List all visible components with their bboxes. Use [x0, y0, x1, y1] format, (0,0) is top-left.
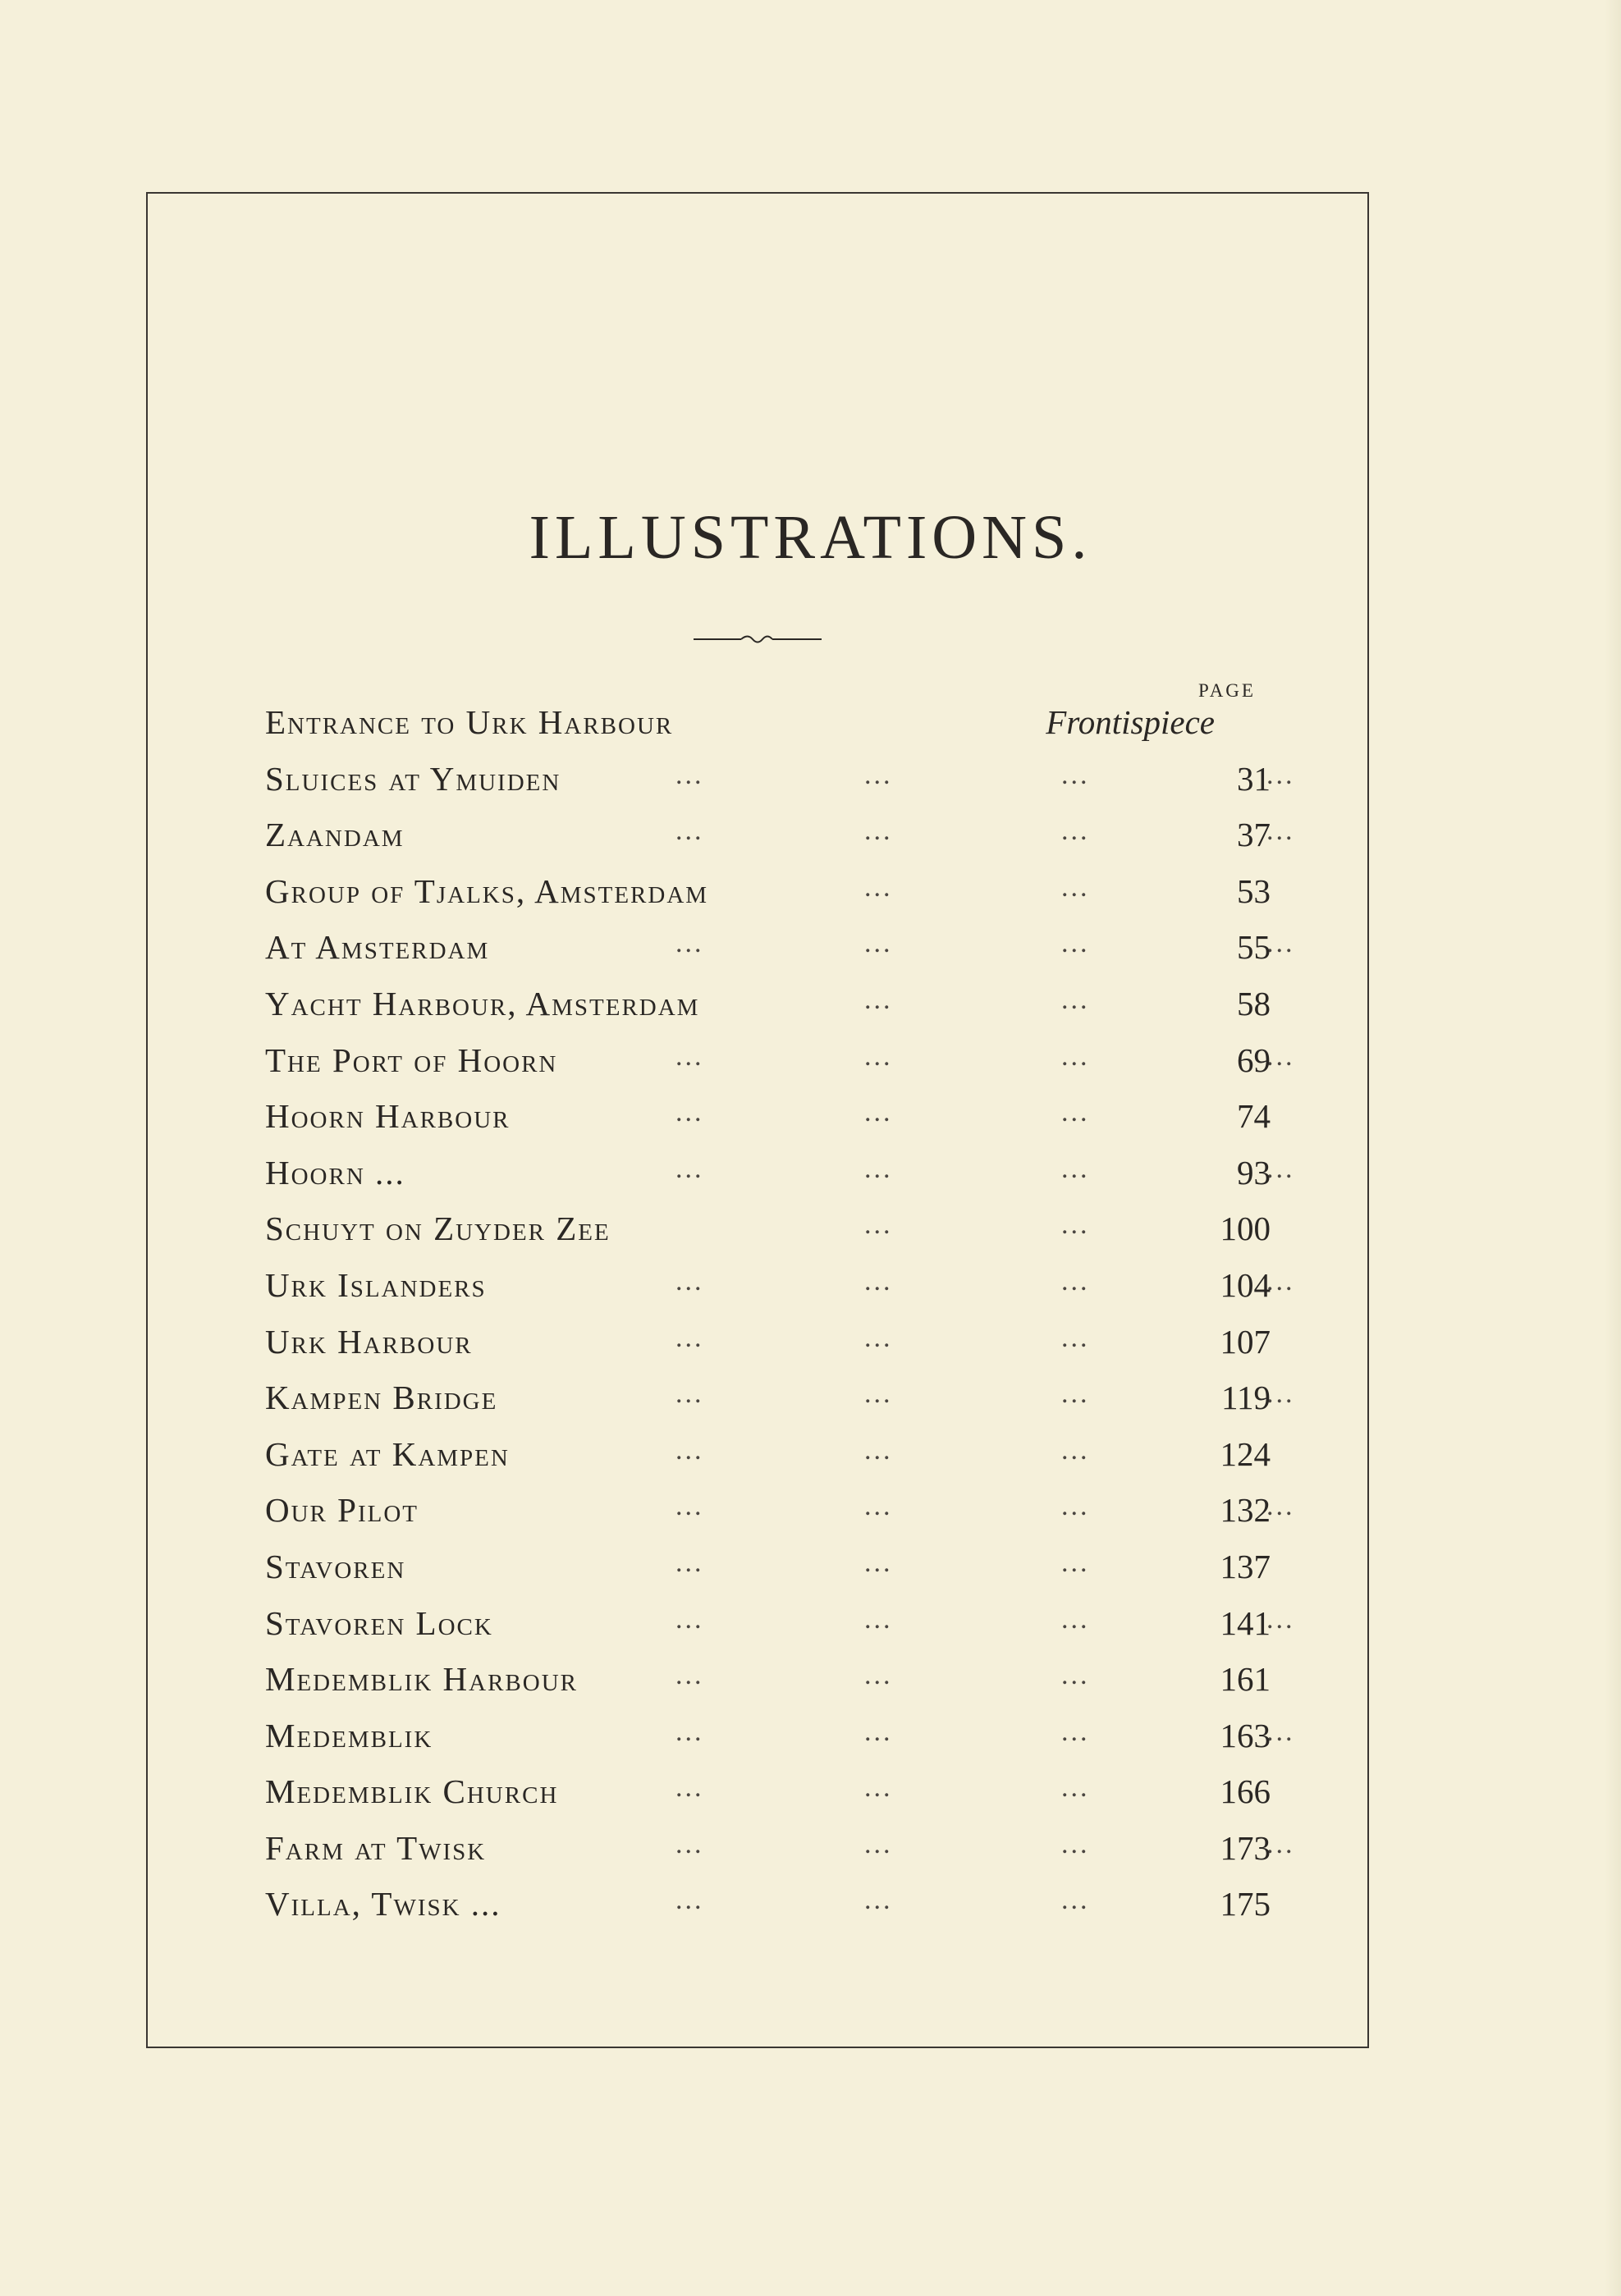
entry-title: Zaandam [265, 816, 405, 854]
list-item: Group of Tjalks, Amsterdam ... ... 53 [265, 863, 1271, 920]
list-item: Gate at Kampen ... ... ... 124 [265, 1426, 1271, 1483]
entry-page: 124 [1220, 1434, 1271, 1473]
entry-title: Urk Harbour [265, 1322, 473, 1361]
entry-title: Gate at Kampen [265, 1434, 510, 1473]
entry-page: 163 [1220, 1716, 1271, 1754]
entry-page: 58 [1237, 984, 1271, 1022]
list-item [265, 694, 1271, 751]
entry-title: Yacht Harbour, Amsterdam [265, 984, 700, 1022]
list-item: Hoorn ... ... ... ... ... 93 [265, 1145, 1271, 1201]
entry-page: 104 [1220, 1265, 1271, 1304]
entry-page: 55 [1237, 928, 1271, 967]
entry-title: Farm at Twisk [265, 1828, 487, 1867]
list-item: Villa, Twisk ... ... ... ... 175 [265, 1876, 1271, 1932]
entry-title: Hoorn ... [265, 1153, 405, 1191]
list-item: Medemblik ... ... ... ... 163 [265, 1708, 1271, 1764]
list-item: Farm at Twisk ... ... ... ... 173 [265, 1820, 1271, 1877]
entry-page: 132 [1220, 1491, 1271, 1530]
list-item: Urk Islanders ... ... ... ... 104 [265, 1257, 1271, 1314]
list-item: Schuyt on Zuyder Zee ... ... 100 [265, 1201, 1271, 1257]
entry-page: 53 [1237, 871, 1271, 910]
page-column-header: PAGE [1198, 680, 1256, 701]
entry-page: 161 [1220, 1660, 1271, 1699]
list-item: At Amsterdam ... ... ... ... 55 [265, 919, 1271, 976]
entry-title: The Port of Hoorn [265, 1041, 558, 1079]
entry-page: 100 [1220, 1210, 1271, 1248]
list-item: Urk Harbour ... ... ... 107 [265, 1314, 1271, 1370]
list-item: Medemblik Church ... ... ... 166 [265, 1763, 1271, 1820]
list-item: Stavoren ... ... ... 137 [265, 1539, 1271, 1595]
illustrations-list [265, 694, 1295, 1932]
entry-title: Kampen Bridge [265, 1379, 498, 1417]
list-item: Our Pilot ... ... ... ... 132 [265, 1482, 1271, 1539]
entry-page: 137 [1220, 1547, 1271, 1585]
entry-title: Sluices at Ymuiden [265, 759, 561, 798]
entry-title: Medemblik [265, 1716, 433, 1754]
list-item: Kampen Bridge ... ... ... ... 119 [265, 1370, 1271, 1426]
entry-title: Our Pilot [265, 1491, 419, 1530]
list-item: Stavoren Lock ... ... ... ... 141 [265, 1595, 1271, 1652]
entry-page: 31 [1237, 759, 1271, 798]
ornament-divider [694, 629, 822, 650]
entry-title: Villa, Twisk ... [265, 1885, 501, 1923]
entry-title: Medemblik Church [265, 1772, 559, 1811]
entry-page: 69 [1237, 1041, 1271, 1079]
list-item: Medemblik Harbour ... ... ... 161 [265, 1651, 1271, 1708]
entry-page: Frontispiece [1046, 703, 1215, 741]
entry-title: Urk Islanders [265, 1265, 487, 1304]
entry-title: Hoorn Harbour [265, 1097, 511, 1136]
entry-title: Entrance to Urk Harbour [265, 703, 674, 741]
entry-page: 166 [1220, 1772, 1271, 1811]
page-edge [1605, 0, 1621, 2296]
entry-page: 37 [1237, 816, 1271, 854]
entry-title: At Amsterdam [265, 928, 490, 967]
entry-title: Schuyt on Zuyder Zee [265, 1210, 611, 1248]
list-item: Hoorn Harbour ... ... ... 74 [265, 1088, 1271, 1145]
entry-page: 173 [1220, 1828, 1271, 1867]
list-item: Sluices at Ymuiden ... ... ... ... 31 [265, 751, 1271, 807]
list-item: Yacht Harbour, Amsterdam ... ... 58 [265, 976, 1271, 1032]
page-title: ILLUSTRATIONS. [529, 503, 1092, 572]
entry-page: 175 [1220, 1885, 1271, 1923]
entry-page: 107 [1220, 1322, 1271, 1361]
entry-title: Stavoren [265, 1547, 406, 1585]
entry-title: Stavoren Lock [265, 1603, 493, 1642]
entry-page: 93 [1237, 1153, 1271, 1191]
list-item: Zaandam ... ... ... ... 37 [265, 807, 1271, 863]
entry-page: 119 [1221, 1379, 1271, 1417]
entry-title: Group of Tjalks, Amsterdam [265, 871, 709, 910]
entry-page: 74 [1237, 1097, 1271, 1136]
list-item: The Port of Hoorn ... ... ... ... 69 [265, 1032, 1271, 1089]
entry-page: 141 [1220, 1603, 1271, 1642]
entry-title: Medemblik Harbour [265, 1660, 578, 1699]
